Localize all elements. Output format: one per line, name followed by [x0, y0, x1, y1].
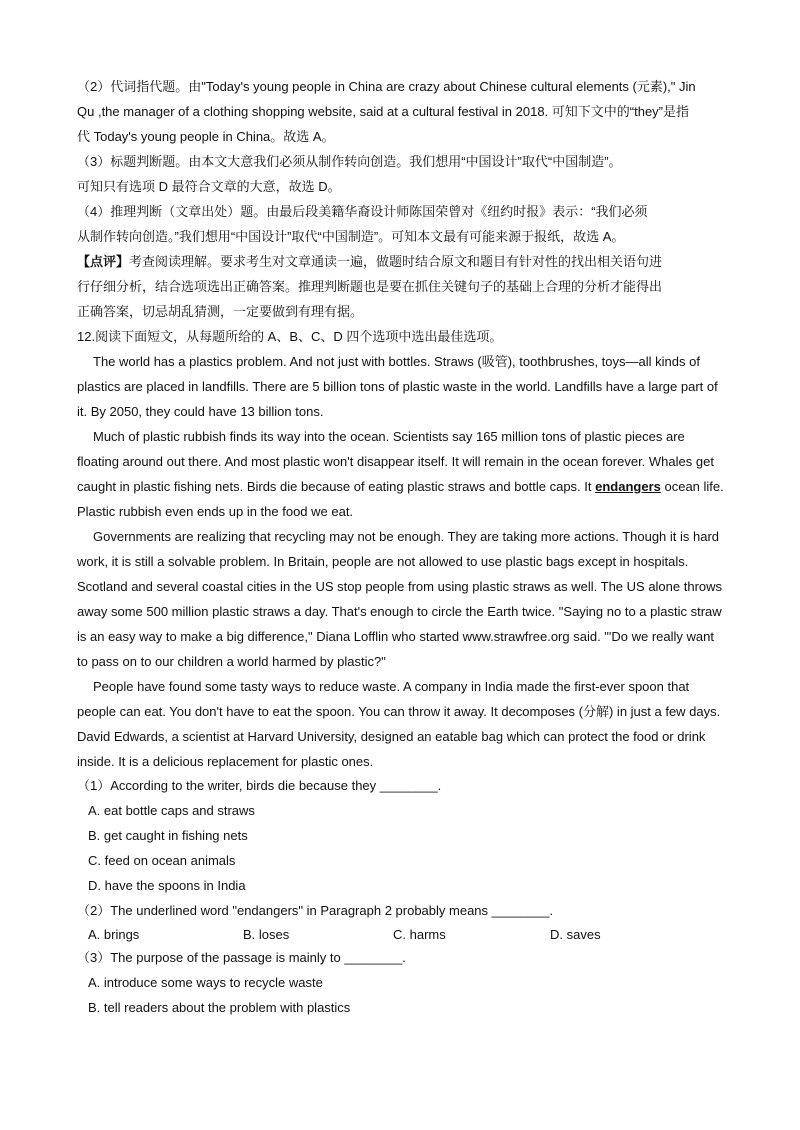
q2-option-a: A. brings [88, 927, 140, 942]
q1-option-a: A. eat bottle caps and straws [88, 803, 255, 818]
para2-line1: Much of plastic rubbish finds its way into the ocean. Scientists say 165 million tons of plastic pieces are [93, 429, 685, 444]
para3-line5: is an easy way to make a big difference," Diana Lofflin who started www.strawfree.org said. "'Do we really want [77, 629, 714, 644]
para4-line1: People have found some tasty ways to reduce waste. A company in India made the first-ever spoon that [93, 679, 690, 694]
para1-line1: The world has a plastics problem. And not just with bottles. Straws (吸管), toothbrushes, toys—all kinds of [93, 354, 700, 369]
para4-line4: inside. It is a delicious replacement for plastic ones. [77, 754, 374, 769]
para3-line3: Scotland and several coastal cities in the US stop people from using plastic straws as well. The US alone throws [77, 579, 723, 594]
comment-line2: 行仔细分析，结合选项选出正确答案。推理判断题也是要在抓住关键句子的基础上合理的分析才能得出 [77, 279, 663, 294]
q1-stem: （1）According to the writer, birds die because they ________. [77, 778, 442, 793]
para2-line3-end: ocean life. [660, 479, 724, 494]
q2-option-c: C. harms [393, 927, 446, 942]
para2-line2: floating around out there. And most plastic won't disappear itself. It will remain in the ocean forever. Whales get [77, 454, 714, 469]
para2-line3-start: caught in plastic fishing nets. Birds die because of eating plastic straws and bottle caps. It [77, 479, 596, 494]
underlined-word-endangers: endangers [595, 479, 661, 494]
para3-line6: to pass on to our children a world harmed by plastic?" [77, 654, 386, 669]
para4-line2: people can eat. You don't have to eat the spoon. You can throw it away. It decomposes (分解) in just a few days. [77, 704, 721, 719]
comment-tag: 【点评】 [77, 254, 130, 269]
para3-line4: away some 500 million plastic straws a day. That's enough to circle the Earth twice. "Saying no to a plastic straw [77, 604, 722, 619]
analysis-p3-line2: 可知只有选项 D 最符合文章的大意，故选 D。 [77, 179, 341, 194]
question-heading: 12.阅读下面短文，从每题所给的 A、B、C、D 四个选项中选出最佳选项。 [77, 329, 503, 344]
para2-line3 [77, 478, 727, 496]
para2-line4: Plastic rubbish even ends up in the food we eat. [77, 504, 354, 519]
comment-line1 [77, 253, 727, 271]
q2-stem: （2）The underlined word "endangers" in Paragraph 2 probably means ________. [77, 903, 554, 918]
q3-option-a: A. introduce some ways to recycle waste [88, 975, 323, 990]
analysis-p4-line2: 从制作转向创造。”我们想用“中国设计”取代“中国制造”。可知本文最有可能来源于报纸，故选 A。 [77, 229, 625, 244]
analysis-p2-line3: 代 Today's young people in China。故选 A。 [77, 129, 335, 144]
analysis-p2-line2: Qu ,the manager of a clothing shopping website, said at a cultural festival in 2018. 可知下文中的“they”是指 [77, 104, 690, 119]
comment-text: 考查阅读理解。要求考生对文章通读一遍，做题时结合原文和题目有针对性的找出相关语句进 [129, 254, 663, 269]
para1-line2: plastics are placed in landfills. There are 5 billion tons of plastic waste in the world. Landfills have a large part of [77, 379, 718, 394]
q1-option-d: D. have the spoons in India [88, 878, 246, 893]
comment-line3: 正确答案，切忌胡乱猜测，一定要做到有理有据。 [77, 304, 364, 319]
para3-line2: work, it is still a solvable problem. In Britain, people are not allowed to use plastic bags except in hospitals. [77, 554, 689, 569]
q2-option-d: D. saves [550, 927, 601, 942]
analysis-p4-line1: （4）推理判断（文章出处）题。由最后段美籍华裔设计师陈国荣曾对《纽约时报》表示：“我们必须 [77, 204, 648, 219]
para4-line3: David Edwards, a scientist at Harvard University, designed an eatable bag which can protect the food or drink [77, 729, 706, 744]
analysis-p2-line1: （2）代词指代题。由"Today's young people in China are crazy about Chinese cultural elements (元素)," Jin [77, 79, 696, 94]
q1-option-c: C. feed on ocean animals [88, 853, 236, 868]
analysis-p3-line1: （3）标题判断题。由本文大意我们必须从制作转向创造。我们想用“中国设计”取代“中国制造”。 [77, 154, 622, 169]
para1-line3: it. By 2050, they could have 13 billion tons. [77, 404, 324, 419]
q3-stem: （3）The purpose of the passage is mainly to ________. [77, 950, 406, 965]
q3-option-b: B. tell readers about the problem with plastics [88, 1000, 351, 1015]
q2-option-b: B. loses [243, 927, 290, 942]
q1-option-b: B. get caught in fishing nets [88, 828, 248, 843]
para3-line1: Governments are realizing that recycling may not be enough. They are taking more actions. Though it is hard [93, 529, 720, 544]
